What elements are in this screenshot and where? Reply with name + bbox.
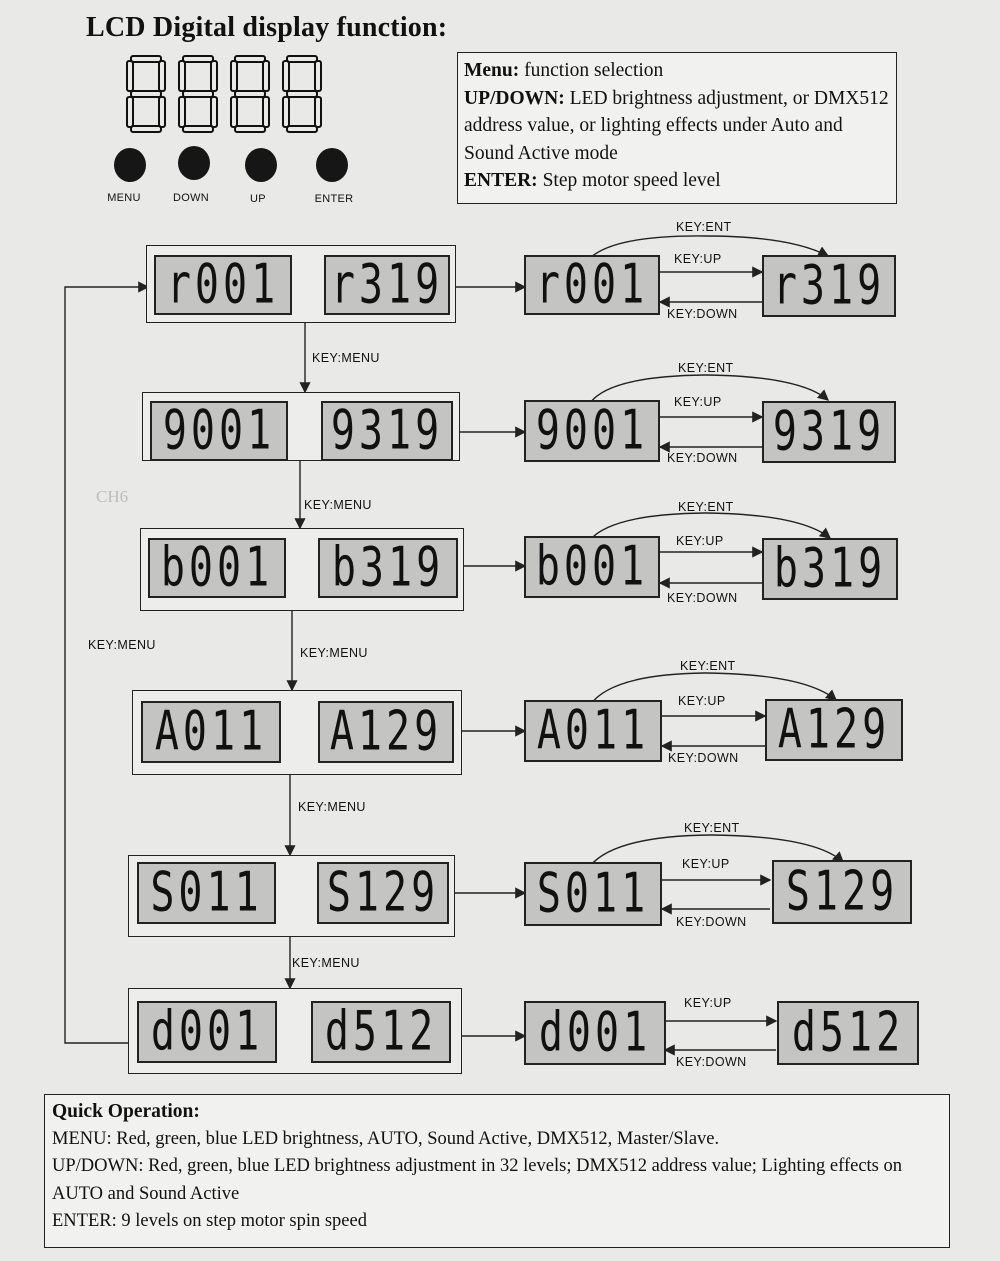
legend-updown-key: UP/DOWN: bbox=[464, 87, 565, 109]
row2-key-ent: KEY:ENT bbox=[678, 361, 734, 375]
lcd-row1-end-value: r319 bbox=[330, 255, 444, 315]
lcd-row1-right-start-value: r001 bbox=[535, 255, 649, 315]
up-button-label: UP bbox=[250, 193, 266, 205]
lcd-row5-right-start-value: S011 bbox=[536, 862, 650, 926]
lcd-row2-right-end bbox=[762, 401, 896, 463]
row5-key-up: KEY:UP bbox=[682, 857, 730, 871]
quick-operation-box bbox=[44, 1094, 950, 1248]
lcd-row1-right-end-value: r319 bbox=[772, 255, 886, 317]
lcd-row3-end bbox=[318, 538, 458, 598]
lcd-row2-end bbox=[321, 401, 453, 461]
lcd-row4-right-start-value: A011 bbox=[536, 700, 650, 762]
menu-label-2: KEY:MENU bbox=[304, 498, 372, 512]
lcd-row2-right-start-value: 9001 bbox=[535, 400, 649, 462]
lcd-row3-right-end-value: b319 bbox=[773, 538, 887, 600]
lcd-row5-end bbox=[317, 862, 449, 924]
legend-updown-text: LED brightness adjustment, or DMX512 address value, or lighting effects under Auto and Sound Active mode bbox=[464, 87, 889, 164]
lcd-row1-end bbox=[324, 255, 450, 315]
lcd-row4-start bbox=[141, 701, 281, 763]
page-title: LCD Digital display function: bbox=[86, 12, 448, 43]
lcd-row5-end-value: S129 bbox=[326, 862, 440, 924]
row5-key-down: KEY:DOWN bbox=[676, 915, 747, 929]
legend-menu-key: Menu: bbox=[464, 60, 520, 81]
lcd-row4-end-value: A129 bbox=[329, 701, 443, 763]
menu-label-4: KEY:MENU bbox=[298, 800, 366, 814]
down-button-label: DOWN bbox=[172, 192, 210, 204]
lcd-row6-right-start-value: d001 bbox=[538, 1001, 652, 1065]
row3-key-down: KEY:DOWN bbox=[667, 591, 738, 605]
row1-key-down: KEY:DOWN bbox=[667, 307, 738, 321]
lcd-row6-end bbox=[311, 1001, 451, 1063]
legend-enter-text: Step motor speed level bbox=[537, 170, 721, 191]
lcd-row6-right-end-value: d512 bbox=[791, 1001, 905, 1065]
lcd-row6-start-value: d001 bbox=[150, 1001, 264, 1063]
lcd-row4-right-start bbox=[524, 700, 662, 762]
row1-key-ent: KEY:ENT bbox=[676, 220, 732, 234]
lcd-row3-start bbox=[148, 538, 286, 598]
quick-operation-enter: ENTER: 9 levels on step motor spin speed bbox=[52, 1211, 367, 1231]
quick-operation-title: Quick Operation: bbox=[52, 1101, 200, 1122]
row5-key-ent: KEY:ENT bbox=[684, 821, 740, 835]
lcd-row5-right-end-value: S129 bbox=[785, 860, 899, 924]
lcd-row2-end-value: 9319 bbox=[330, 401, 444, 461]
lcd-row1-right-start bbox=[524, 255, 660, 315]
row6-key-down: KEY:DOWN bbox=[676, 1055, 747, 1069]
lcd-row3-right-end bbox=[762, 538, 898, 600]
quick-operation-updown: UP/DOWN: Red, green, blue LED brightness adjustment in 32 levels; DMX512 address value; Lighting effects on AUTO and Sound Active bbox=[52, 1156, 902, 1204]
row4-key-ent: KEY:ENT bbox=[680, 659, 736, 673]
lcd-row6-right-end bbox=[777, 1001, 919, 1065]
menu-label-5: KEY:MENU bbox=[292, 956, 360, 970]
lcd-row1-start bbox=[154, 255, 292, 315]
loop-menu-label: KEY:MENU bbox=[88, 638, 156, 652]
lcd-row4-right-end bbox=[765, 699, 903, 761]
row2-key-up: KEY:UP bbox=[674, 395, 722, 409]
row3-key-up: KEY:UP bbox=[676, 534, 724, 548]
quick-operation-menu: MENU: Red, green, blue LED brightness, AUTO, Sound Active, DMX512, Master/Slave. bbox=[52, 1128, 720, 1149]
row4-key-down: KEY:DOWN bbox=[668, 751, 739, 765]
row1-key-up: KEY:UP bbox=[674, 252, 722, 266]
menu-label-3: KEY:MENU bbox=[300, 646, 368, 660]
lcd-row4-start-value: A011 bbox=[154, 701, 268, 763]
lcd-row1-right-end bbox=[762, 255, 896, 317]
lcd-row6-right-start bbox=[524, 1001, 666, 1065]
lcd-row2-start bbox=[150, 401, 288, 461]
menu-label-1: KEY:MENU bbox=[312, 351, 380, 365]
legend-menu-text: function selection bbox=[519, 60, 664, 81]
legend-enter-key: ENTER: bbox=[464, 170, 538, 191]
row2-key-down: KEY:DOWN bbox=[667, 451, 738, 465]
lcd-row3-end-value: b319 bbox=[331, 538, 445, 598]
lcd-row4-end bbox=[318, 701, 454, 763]
lcd-row4-right-end-value: A129 bbox=[777, 699, 891, 761]
row6-key-up: KEY:UP bbox=[684, 996, 732, 1010]
lcd-row5-start-value: S011 bbox=[150, 862, 263, 924]
menu-button-label: MENU bbox=[107, 192, 141, 204]
lcd-row3-right-start bbox=[524, 536, 660, 598]
lcd-row6-start bbox=[137, 1001, 277, 1063]
row4-key-up: KEY:UP bbox=[678, 694, 726, 708]
lcd-row1-start-value: r001 bbox=[166, 255, 280, 315]
lcd-row2-right-end-value: 9319 bbox=[772, 401, 886, 463]
enter-button-label: ENTER bbox=[314, 193, 354, 205]
lcd-row5-start bbox=[137, 862, 276, 924]
lcd-row5-right-start bbox=[524, 862, 662, 926]
show-through-channel: CH6 bbox=[96, 487, 129, 506]
lcd-row3-right-start-value: b001 bbox=[535, 536, 649, 598]
lcd-row3-start-value: b001 bbox=[160, 538, 274, 598]
lcd-row2-right-start bbox=[524, 400, 660, 462]
row3-key-ent: KEY:ENT bbox=[678, 500, 734, 514]
lcd-row2-start-value: 9001 bbox=[162, 401, 276, 461]
lcd-row6-end-value: d512 bbox=[324, 1001, 438, 1063]
lcd-row5-right-end bbox=[772, 860, 912, 924]
